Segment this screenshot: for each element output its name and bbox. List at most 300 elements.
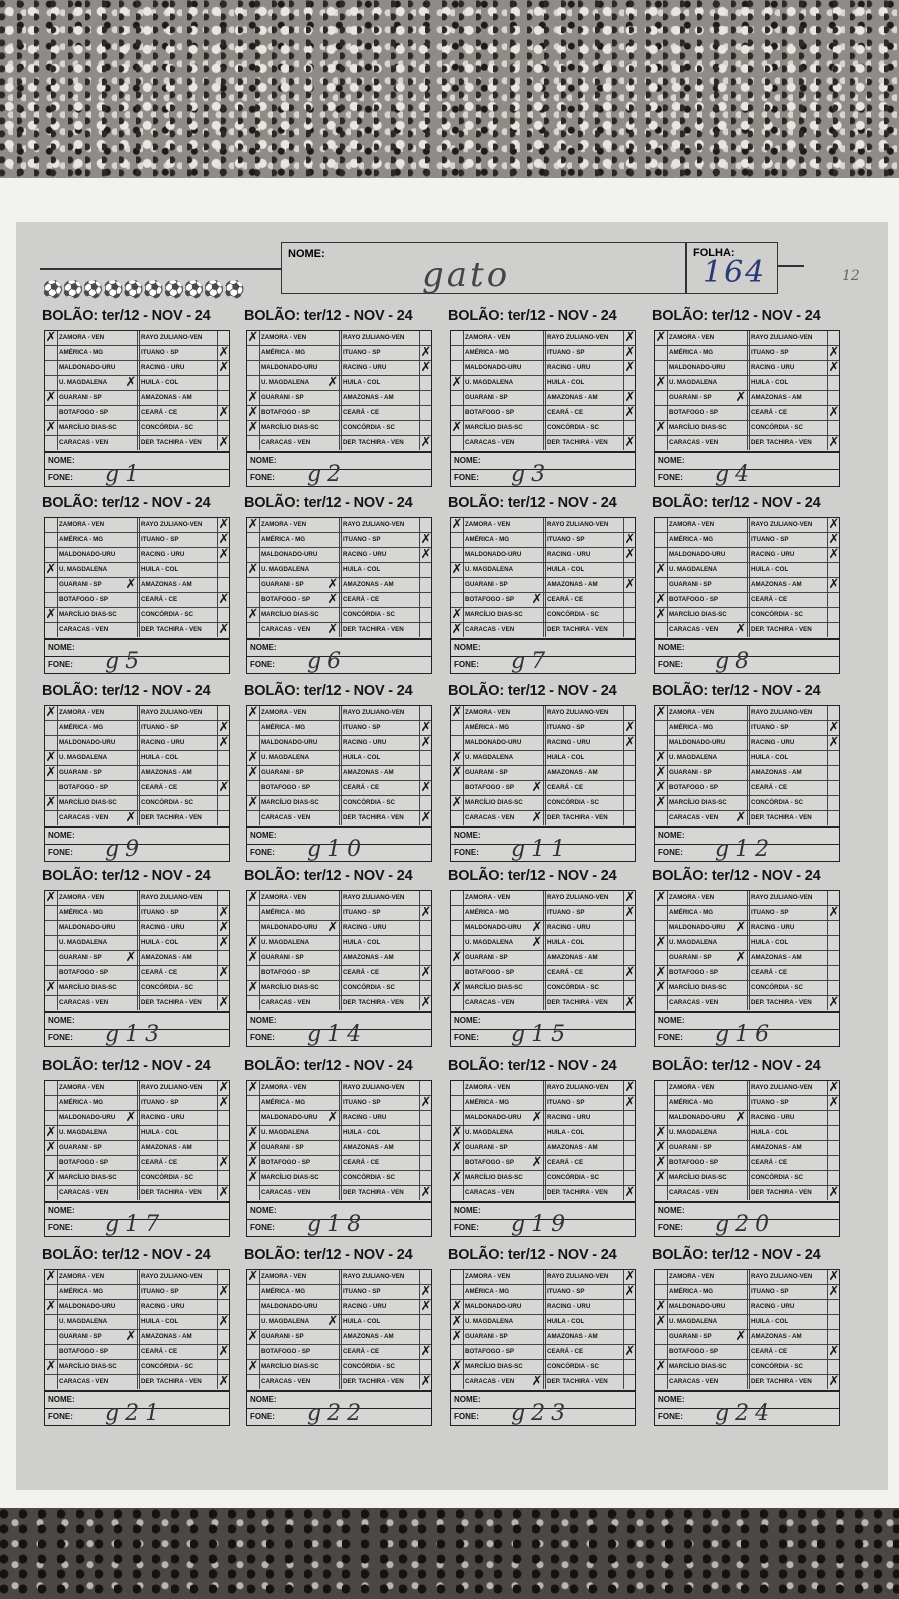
match-row[interactable] [45,608,229,623]
match-row[interactable] [451,1126,635,1141]
match-row[interactable] [451,996,635,1011]
home-team: U. MAGDALENA [465,566,514,573]
match-row[interactable] [247,781,431,796]
cell-divider [217,608,218,622]
match-row[interactable] [45,1330,229,1345]
card-fone-field [654,1401,840,1426]
match-row[interactable] [247,906,431,921]
match-row[interactable] [45,1186,229,1201]
cell-divider [137,736,138,750]
cell-divider [463,996,464,1010]
match-row[interactable] [451,736,635,751]
away-team: ITUANO - SP [751,909,789,916]
cell-divider [545,706,546,720]
match-row[interactable] [247,996,431,1011]
match-row[interactable] [247,921,431,936]
match-row[interactable] [247,563,431,578]
match-row[interactable] [655,781,839,796]
match-row[interactable] [45,891,229,906]
match-row[interactable] [655,608,839,623]
match-row[interactable] [655,811,839,826]
bolao-card [42,868,234,1048]
match-row[interactable] [451,1171,635,1186]
cell-divider [463,766,464,780]
match-row[interactable] [655,796,839,811]
match-row[interactable] [451,533,635,548]
away-team: RAYO ZULIANO-VEN [343,521,405,528]
away-team: CEARÁ - CE [751,409,788,416]
match-row[interactable] [45,376,229,391]
match-row[interactable] [247,1186,431,1201]
check-mark-icon: ✗ [247,607,259,622]
cell-divider [545,436,546,450]
match-row[interactable] [45,1141,229,1156]
match-row[interactable] [45,518,229,533]
match-row[interactable] [451,563,635,578]
match-row[interactable] [247,706,431,721]
match-row[interactable] [655,966,839,981]
match-row[interactable] [45,981,229,996]
away-team: RAYO ZULIANO-VEN [343,334,405,341]
match-row[interactable] [45,1345,229,1360]
match-row[interactable] [655,533,839,548]
cell-divider [341,623,342,637]
check-mark-icon: ✗ [624,890,636,905]
match-row[interactable] [655,391,839,406]
cell-divider [137,1345,138,1359]
match-row[interactable] [45,921,229,936]
match-row[interactable] [45,721,229,736]
match-row[interactable] [247,593,431,608]
match-row[interactable] [451,436,635,451]
match-row[interactable] [655,1126,839,1141]
match-row[interactable] [45,1300,229,1315]
match-row[interactable] [655,518,839,533]
match-row[interactable] [247,1375,431,1390]
away-team: DEP. TACHIRA - VEN [343,814,404,821]
match-row[interactable] [247,1141,431,1156]
card-handwriting: g21 [105,1401,166,1426]
away-team: CEARÁ - CE [547,1348,584,1355]
away-team: CONCÓRDIA - SC [343,799,396,806]
match-row[interactable] [247,391,431,406]
match-row[interactable] [655,406,839,421]
match-row[interactable] [655,1300,839,1315]
match-row[interactable] [247,811,431,826]
cell-divider [259,706,260,720]
match-row[interactable] [451,811,635,826]
match-row[interactable] [45,361,229,376]
cell-divider [463,548,464,562]
home-team: U. MAGDALENA [59,754,108,761]
match-row[interactable] [45,1375,229,1390]
card-nome-label: NOME: [658,1016,685,1025]
match-row[interactable] [451,346,635,361]
card-handwriting: g22 [307,1401,368,1426]
match-row[interactable] [655,346,839,361]
cell-divider [543,406,544,420]
match-row[interactable] [247,1111,431,1126]
match-row[interactable] [45,766,229,781]
cell-divider [419,1330,420,1344]
cell-divider [139,706,140,720]
match-row[interactable] [451,1081,635,1096]
match-row[interactable] [655,376,839,391]
match-row[interactable] [451,706,635,721]
match-row[interactable] [247,406,431,421]
match-row[interactable] [45,406,229,421]
match-row[interactable] [655,1360,839,1375]
match-row[interactable] [247,936,431,951]
cell-divider [419,593,420,607]
home-team: MALDONADO-URU [669,364,726,371]
match-row[interactable] [655,436,839,451]
cell-divider [463,1345,464,1359]
match-row[interactable] [655,1270,839,1285]
cell-divider [749,563,750,577]
cell-divider [545,391,546,405]
home-team: U. MAGDALENA [261,566,310,573]
match-row[interactable] [247,891,431,906]
match-row[interactable] [247,518,431,533]
cell-divider [827,1330,828,1344]
cell-divider [137,1270,138,1284]
match-row[interactable] [247,436,431,451]
cell-divider [217,1360,218,1374]
match-row[interactable] [247,721,431,736]
card-nome-label: NOME: [454,1016,481,1025]
match-row[interactable] [45,436,229,451]
match-row[interactable] [247,1270,431,1285]
match-row[interactable] [451,936,635,951]
match-row[interactable] [655,1081,839,1096]
match-row[interactable] [451,623,635,638]
match-row[interactable] [451,891,635,906]
away-team: HUILA - COL [141,566,179,573]
match-row[interactable] [451,1111,635,1126]
home-team: MARCÍLIO DIAS-SC [59,799,117,806]
match-row[interactable] [655,936,839,951]
home-team: GUARANI - SP [59,1333,102,1340]
match-row[interactable] [655,578,839,593]
match-row[interactable] [451,593,635,608]
match-row[interactable] [655,593,839,608]
match-row[interactable] [451,361,635,376]
match-row[interactable] [247,766,431,781]
home-team: CARACAS - VEN [261,439,311,446]
match-row[interactable] [655,331,839,346]
check-mark-icon: ✗ [218,532,230,547]
match-row[interactable] [451,1375,635,1390]
match-row[interactable] [45,1360,229,1375]
check-mark-icon: ✗ [327,920,339,935]
match-row[interactable] [451,1300,635,1315]
match-row[interactable] [247,981,431,996]
cell-divider [339,608,340,622]
match-row[interactable] [247,608,431,623]
match-row[interactable] [451,1360,635,1375]
match-row[interactable] [451,721,635,736]
cell-divider [545,421,546,435]
match-row[interactable] [451,796,635,811]
cell-divider [543,391,544,405]
match-row[interactable] [451,766,635,781]
match-row[interactable] [451,1345,635,1360]
check-mark-icon: ✗ [45,765,57,780]
cell-divider [545,1111,546,1125]
match-row[interactable] [247,736,431,751]
match-row[interactable] [45,346,229,361]
match-row[interactable] [655,1186,839,1201]
match-row[interactable] [655,721,839,736]
match-row[interactable] [45,1171,229,1186]
match-row[interactable] [655,706,839,721]
match-row[interactable] [247,1330,431,1345]
away-team: HUILA - COL [343,1129,381,1136]
match-row[interactable] [247,1315,431,1330]
cell-divider [749,1360,750,1374]
match-row[interactable] [45,1315,229,1330]
cell-divider [463,781,464,795]
match-row[interactable] [451,1186,635,1201]
match-row[interactable] [45,391,229,406]
home-team: GUARANI - SP [59,581,102,588]
check-mark-icon: ✗ [247,420,259,435]
match-row[interactable] [45,966,229,981]
away-team: AMAZONAS - AM [141,394,192,401]
home-team: BOTAFOGO - SP [261,409,311,416]
match-row[interactable] [451,966,635,981]
match-row[interactable] [45,1081,229,1096]
match-row[interactable] [655,548,839,563]
match-row[interactable] [45,996,229,1011]
cell-divider [749,721,750,735]
match-row[interactable] [655,891,839,906]
match-row[interactable] [655,1285,839,1300]
cell-divider [667,891,668,905]
away-team: RAYO ZULIANO-VEN [751,521,813,528]
match-row[interactable] [451,1141,635,1156]
match-row[interactable] [655,766,839,781]
match-row[interactable] [451,781,635,796]
home-team: U. MAGDALENA [261,1318,310,1325]
card-title: BOLÃO: ter/12 - NOV - 24 [652,1058,821,1074]
match-row[interactable] [655,361,839,376]
match-row[interactable] [247,331,431,346]
match-row[interactable] [451,1096,635,1111]
cell-divider [543,1186,544,1200]
match-row[interactable] [451,981,635,996]
match-row[interactable] [45,1111,229,1126]
match-row[interactable] [655,623,839,638]
match-row[interactable] [247,1171,431,1186]
match-row[interactable] [45,811,229,826]
match-row[interactable] [655,1345,839,1360]
home-team: ZAMORA - VEN [465,334,511,341]
match-row[interactable] [45,1096,229,1111]
match-row[interactable] [45,751,229,766]
match-row[interactable] [655,1315,839,1330]
match-row[interactable] [451,1156,635,1171]
home-team: GUARANI - SP [261,1144,304,1151]
match-row[interactable] [655,1141,839,1156]
check-mark-icon: ✗ [247,1170,259,1185]
match-row[interactable] [45,736,229,751]
match-row[interactable] [45,1285,229,1300]
cell-divider [341,1141,342,1155]
match-row[interactable] [247,1360,431,1375]
match-row[interactable] [451,1330,635,1345]
match-row[interactable] [247,796,431,811]
match-row[interactable] [655,563,839,578]
match-row[interactable] [45,936,229,951]
cell-divider [545,578,546,592]
check-mark-icon: ✗ [531,1110,543,1125]
match-row[interactable] [247,533,431,548]
away-team: CEARÁ - CE [141,596,178,603]
cell-divider [749,593,750,607]
check-mark-icon: ✗ [125,810,137,825]
cell-divider [463,391,464,405]
card-fone-field [44,1401,230,1426]
match-row[interactable] [451,751,635,766]
cell-divider [57,1126,58,1140]
match-row[interactable] [247,966,431,981]
card-fone-label: FONE: [454,1412,479,1421]
match-row[interactable] [655,996,839,1011]
cell-divider [139,996,140,1010]
match-grid [654,1080,840,1202]
match-row[interactable] [247,751,431,766]
cell-divider [341,563,342,577]
cell-divider [137,421,138,435]
cell-divider [827,951,828,965]
home-team: CARACAS - VEN [465,999,515,1006]
match-row[interactable] [655,751,839,766]
match-row[interactable] [451,906,635,921]
match-row[interactable] [247,1285,431,1300]
away-team: RAYO ZULIANO-VEN [343,1273,405,1280]
match-row[interactable] [451,518,635,533]
cell-divider [137,406,138,420]
match-row[interactable] [45,706,229,721]
match-row[interactable] [451,1315,635,1330]
match-row[interactable] [45,1156,229,1171]
match-row[interactable] [655,906,839,921]
away-team: HUILA - COL [141,754,179,761]
match-row[interactable] [451,421,635,436]
match-row[interactable] [655,1156,839,1171]
home-team: MALDONADO-URU [59,924,116,931]
match-row[interactable] [45,548,229,563]
check-mark-icon: ✗ [531,935,543,950]
match-row[interactable] [451,578,635,593]
cell-divider [137,563,138,577]
cell-divider [667,421,668,435]
match-row[interactable] [45,533,229,548]
match-row[interactable] [451,921,635,936]
match-row[interactable] [655,736,839,751]
match-row[interactable] [451,608,635,623]
check-mark-icon: ✗ [218,995,230,1010]
check-mark-icon: ✗ [531,1155,543,1170]
match-row[interactable] [451,406,635,421]
match-row[interactable] [451,1270,635,1285]
card-fone-label: FONE: [658,1033,683,1042]
match-row[interactable] [451,548,635,563]
match-row[interactable] [247,1081,431,1096]
match-row[interactable] [655,951,839,966]
cell-divider [57,966,58,980]
match-row[interactable] [451,376,635,391]
match-row[interactable] [45,796,229,811]
check-mark-icon: ✗ [247,405,259,420]
match-row[interactable] [247,1345,431,1360]
away-team: CEARÁ - CE [547,784,584,791]
match-row[interactable] [655,921,839,936]
match-row[interactable] [655,421,839,436]
match-row[interactable] [247,623,431,638]
match-row[interactable] [655,981,839,996]
match-row[interactable] [451,951,635,966]
home-team: AMÉRICA - MG [261,349,306,356]
match-row[interactable] [45,781,229,796]
match-row[interactable] [247,1096,431,1111]
match-row[interactable] [45,563,229,578]
match-row[interactable] [45,1270,229,1285]
match-row[interactable] [45,578,229,593]
match-row[interactable] [247,548,431,563]
cell-divider [139,921,140,935]
match-row[interactable] [45,906,229,921]
match-row[interactable] [45,623,229,638]
match-row[interactable] [247,376,431,391]
match-row[interactable] [655,1096,839,1111]
match-row[interactable] [451,391,635,406]
match-row[interactable] [655,1171,839,1186]
cell-divider [667,811,668,825]
cell-divider [259,1345,260,1359]
match-row[interactable] [247,421,431,436]
match-grid [246,890,432,1012]
match-row[interactable] [45,593,229,608]
cell-divider [749,796,750,810]
match-row[interactable] [247,346,431,361]
match-row[interactable] [45,421,229,436]
match-row[interactable] [247,1156,431,1171]
match-row[interactable] [655,1111,839,1126]
match-row[interactable] [247,578,431,593]
home-team: U. MAGDALENA [465,754,514,761]
match-row[interactable] [247,361,431,376]
match-row[interactable] [45,331,229,346]
match-row[interactable] [45,951,229,966]
match-row[interactable] [655,1330,839,1345]
cell-divider [827,1360,828,1374]
match-row[interactable] [45,1126,229,1141]
cell-divider [667,578,668,592]
match-row[interactable] [247,1126,431,1141]
match-row[interactable] [247,951,431,966]
match-row[interactable] [451,331,635,346]
check-mark-icon: ✗ [451,1125,463,1140]
match-row[interactable] [451,1285,635,1300]
home-team: GUARANI - SP [669,954,712,961]
card-fone-field [246,649,432,674]
cell-divider [259,996,260,1010]
match-row[interactable] [655,1375,839,1390]
match-row[interactable] [247,1300,431,1315]
